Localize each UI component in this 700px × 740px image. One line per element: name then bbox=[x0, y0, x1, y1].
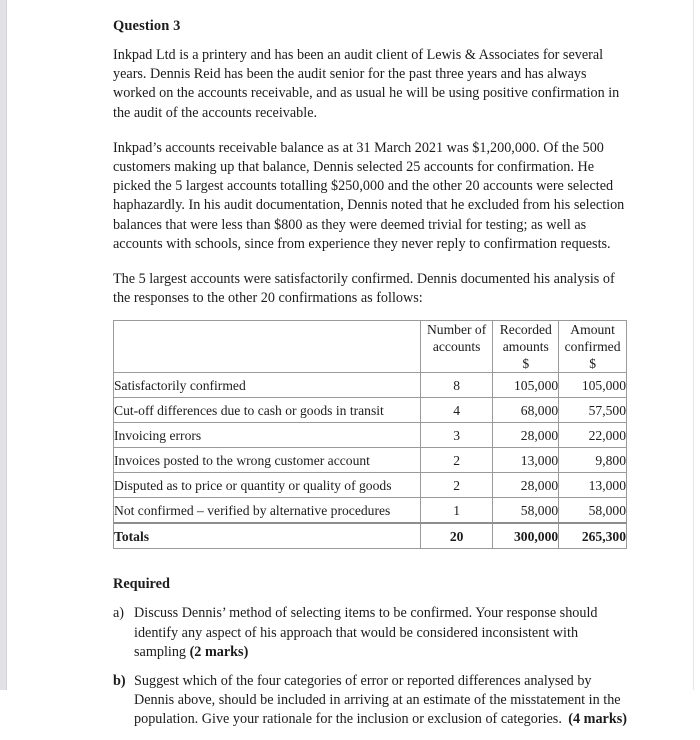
column-header-confirmed-line1: Amount bbox=[570, 322, 615, 338]
table-totals-row bbox=[114, 523, 627, 549]
cell-amount-confirmed: 22,000 bbox=[559, 423, 627, 448]
paragraph-intro: Inkpad Ltd is a printery and has been an audit client of Lewis & Associates for several years. Dennis Reid has been the audit senior for the past three years and has always worked on the accounts receivable, and as usual he will be using positive confirmation in the audit of the accounts receivable. bbox=[113, 47, 620, 121]
required-item-b-text: Suggest which of the four categories of error or reported differences analysed by Dennis above, should be included in arriving at an estimate of the misstatement in the population. Give your rationale for the inclusion or exclusion of categories. bbox=[134, 673, 621, 728]
column-header-recorded-line1: Recorded bbox=[499, 322, 552, 338]
page-right-edge-line bbox=[693, 0, 694, 690]
required-heading: Required bbox=[113, 576, 170, 593]
required-item-b bbox=[113, 672, 627, 730]
cell-description: Disputed as to price or quantity or quality of goods bbox=[114, 473, 421, 498]
paragraph-analysis-lead-in: The 5 largest accounts were satisfactorily confirmed. Dennis documented his analysis of the responses to the other 20 confirmations as follows: bbox=[113, 271, 615, 307]
cell-amount-confirmed: 105,000 bbox=[559, 373, 627, 398]
column-header-amount-confirmed bbox=[559, 321, 627, 373]
required-item-b-marker: b) bbox=[113, 673, 126, 690]
cell-number-of-accounts: 2 bbox=[420, 473, 493, 498]
cell-recorded-amount: 28,000 bbox=[493, 473, 559, 498]
cell-amount-confirmed: 58,000 bbox=[559, 498, 627, 524]
table-row bbox=[114, 448, 627, 473]
cell-number-of-accounts: 8 bbox=[420, 373, 493, 398]
table-row bbox=[114, 498, 627, 524]
required-item-a-marker: a) bbox=[113, 605, 125, 622]
column-header-recorded-line2: amounts bbox=[502, 339, 549, 355]
required-item-a bbox=[113, 604, 627, 662]
cell-description: Satisfactorily confirmed bbox=[114, 373, 421, 398]
cell-description: Invoicing errors bbox=[114, 423, 421, 448]
cell-number-of-accounts: 3 bbox=[420, 423, 493, 448]
table-header-row bbox=[114, 321, 627, 373]
cell-description: Not confirmed – verified by alternative procedures bbox=[114, 498, 421, 524]
cell-number-of-accounts: 1 bbox=[420, 498, 493, 524]
cell-number-of-accounts: 4 bbox=[420, 398, 493, 423]
column-header-recorded-amounts bbox=[493, 321, 559, 373]
column-header-number-of-accounts bbox=[420, 321, 493, 373]
cell-totals-number-of-accounts: 20 bbox=[420, 523, 493, 549]
cell-recorded-amount: 13,000 bbox=[493, 448, 559, 473]
cell-recorded-amount: 68,000 bbox=[493, 398, 559, 423]
column-header-recorded-currency: $ bbox=[522, 356, 530, 372]
confirmation-responses-table bbox=[113, 320, 627, 549]
cell-recorded-amount: 58,000 bbox=[493, 498, 559, 524]
column-header-number-line2: accounts bbox=[432, 339, 481, 355]
column-header-confirmed-currency: $ bbox=[589, 356, 596, 372]
required-item-a-text: Discuss Dennis’ method of selecting items to be confirmed. Your response should identify any aspect of his approach that would be considered inconsistent with sampling bbox=[134, 605, 598, 660]
cell-description: Cut-off differences due to cash or goods in transit bbox=[114, 398, 421, 423]
cell-description: Invoices posted to the wrong customer account bbox=[114, 448, 421, 473]
cell-amount-confirmed: 13,000 bbox=[559, 473, 627, 498]
table-row bbox=[114, 398, 627, 423]
required-item-a-marks: (2 marks) bbox=[189, 643, 249, 660]
paragraph-balance-details: Inkpad’s accounts receivable balance as at 31 March 2021 was $1,200,000. Of the 500 customers making up that balance, Dennis selected 25 accounts for confirmation. He picked the 5 largest accounts totalling $250,000 and the other 20 accounts were selected haphazardly. In his audit documentation, Dennis noted that he excluded from his selection balances that were less than $800 as they were deemed trivial for testing; as well as accounts with schools, since from experience they never reply to confirmation requests. bbox=[113, 139, 625, 252]
document-content bbox=[113, 18, 627, 740]
required-item-b-marks: (4 marks) bbox=[568, 711, 627, 728]
cell-amount-confirmed: 57,500 bbox=[559, 398, 627, 423]
column-header-confirmed-line2: confirmed bbox=[564, 339, 621, 355]
table-row bbox=[114, 373, 627, 398]
cell-number-of-accounts: 2 bbox=[420, 448, 493, 473]
cell-recorded-amount: 105,000 bbox=[493, 373, 559, 398]
page-title: Question 3 bbox=[113, 18, 181, 34]
page-left-edge-shadow bbox=[0, 0, 7, 690]
column-header-number-line1: Number of bbox=[426, 322, 487, 338]
table-header bbox=[114, 321, 627, 373]
table-row bbox=[114, 423, 627, 448]
table-body bbox=[114, 373, 627, 549]
required-items-list bbox=[113, 604, 627, 729]
table-row bbox=[114, 473, 627, 498]
cell-totals-amount-confirmed: 265,300 bbox=[559, 523, 627, 549]
cell-totals-recorded-amount: 300,000 bbox=[493, 523, 559, 549]
column-header-description bbox=[114, 321, 421, 373]
cell-totals-label: Totals bbox=[114, 523, 421, 549]
cell-amount-confirmed: 9,800 bbox=[559, 448, 627, 473]
cell-recorded-amount: 28,000 bbox=[493, 423, 559, 448]
